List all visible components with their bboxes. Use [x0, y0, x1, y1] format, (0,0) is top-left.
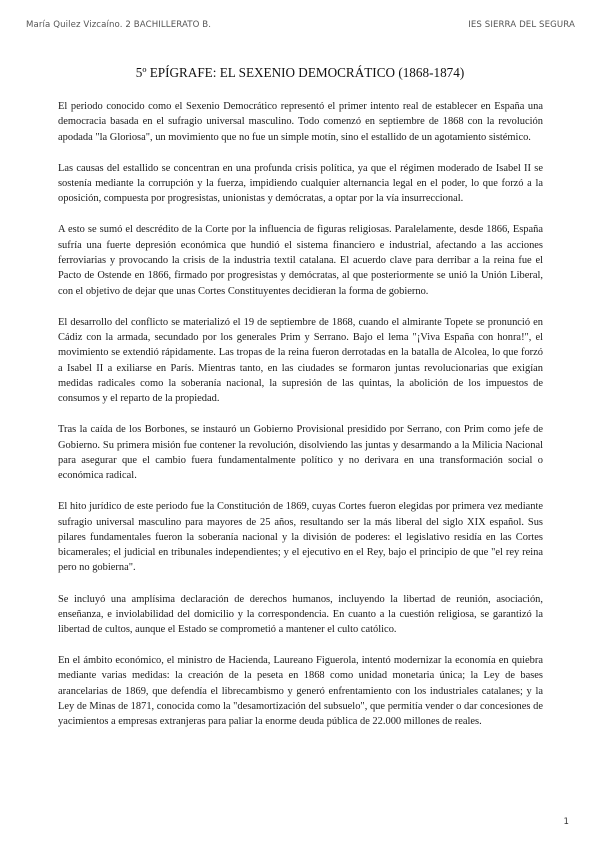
- paragraph-8: En el ámbito económico, el ministro de Hacienda, Laureano Figuerola, intentó modernizar la economía en quiebra mediante varias medidas: la creación de la peseta en 1868 como unidad monetaria única; la Ley de bases arancelarias de 1869, que defendía el librecambismo y generó enfrentamiento con los industriales catalanes; y la Ley de Minas de 1871, conocida como la "desamortización del subsuelo", que permitía vender o dar concesiones de yacimientos a empresas extranjeras para paliar la enorme deuda pública de 22.000 millones de reales.: [58, 655, 543, 728]
- paragraph-3: A esto se sumó el descrédito de la Corte por la influencia de figuras religiosas. Paralelamente, desde 1866, España sufría una fuerte depresión económica que hundió el sistema financiero e industrial, afectando a las acciones ferroviarias y provocando la crisis de la industria textil catalana. El acuerdo clave para derribar a la reina fue el Pacto de Ostende en 1866, firmado por progresistas y demócratas, al que posteriormente se unió la Unión Liberal, con el objetivo de dejar que unas Cortes Constituyentes decidieran la forma de gobierno.: [58, 224, 543, 297]
- header-school: IES SIERRA DEL SEGURA: [468, 20, 575, 30]
- paragraph-7: Se incluyó una amplísima declaración de derechos humanos, incluyendo la libertad de reunión, asociación, enseñanza, e inviolabilidad del domicilio y la correspondencia. En cuanto a la cuestión religiosa, se garantizó la libertad de cultos, aunque el Estado se comprometió a mantener el culto católico.: [58, 593, 543, 636]
- paragraph-5: Tras la caída de los Borbones, se instauró un Gobierno Provisional presidido por Serrano, con Prim como jefe de Gobierno. Su primera misión fue contener la revolución, disolviendo las juntas y desarmando a la Milicia Nacional para asegurar que el cambio fuera fundamentalmente político y no derivara en una transformación social o económica radical.: [58, 424, 543, 482]
- paragraph-1: El periodo conocido como el Sexenio Democrático representó el primer intento real de establecer en España una democracia basada en el sufragio universal masculino. Todo comenzó en septiembre de 1868 con la revolución apodada "la Gloriosa", un movimiento que no fue un simple motín, sino el estallido de un agotamiento sistémico.: [58, 101, 543, 143]
- page-number: 1: [563, 817, 569, 827]
- page-title: 5º EPÍGRAFE: EL SEXENIO DEMOCRÁTICO (1868-1874): [135, 65, 465, 80]
- document-body: [58, 99, 543, 745]
- paragraph-6: El hito jurídico de este periodo fue la Constitución de 1869, cuyas Cortes fueron elegidas por primera vez mediante sufragio universal masculino para mayores de 25 años, resultando ser la más liberal del siglo XIX español. Sus pilares fundamentales fueron la soberanía nacional y la división de poderes: el legislativo residía en las Cortes bicamerales; el judicial en tribunales independientes; y el ejecutivo en el Rey, bajo el principio de que "el rey reina pero no gobierna".: [58, 501, 543, 574]
- paragraph-2: Las causas del estallido se concentran en una profunda crisis política, ya que el régimen moderado de Isabel II se sostenía mediante la corrupción y la fuerza, impidiendo cualquier alternancia legal en el poder, lo que forzó a la oposición, compuesta por progresistas, unionistas y demócratas, a optar por la vía insurreccional.: [58, 162, 543, 205]
- header-author: María Quilez Vizcaíno. 2 BACHILLERATO B.: [26, 20, 212, 30]
- paragraph-4: El desarrollo del conflicto se materializó el 19 de septiembre de 1868, cuando el almirante Topete se pronunció en Cádiz con la armada, secundado por los generales Prim y Serrano. Bajo el lema "¡Viva España con honra!", el movimiento se extendió rápidamente. Las tropas de la reina fueron derrotadas en la batalla de Alcolea, lo que forzó a Isabel II a exiliarse en París. Mientras tanto, en las ciudades se formaron juntas revolucionarias que exigían medidas radicales como la soberanía nacional, la supresión de las quintas, la abolición de los impuestos de consumos y el reparto de la propiedad.: [58, 316, 543, 405]
